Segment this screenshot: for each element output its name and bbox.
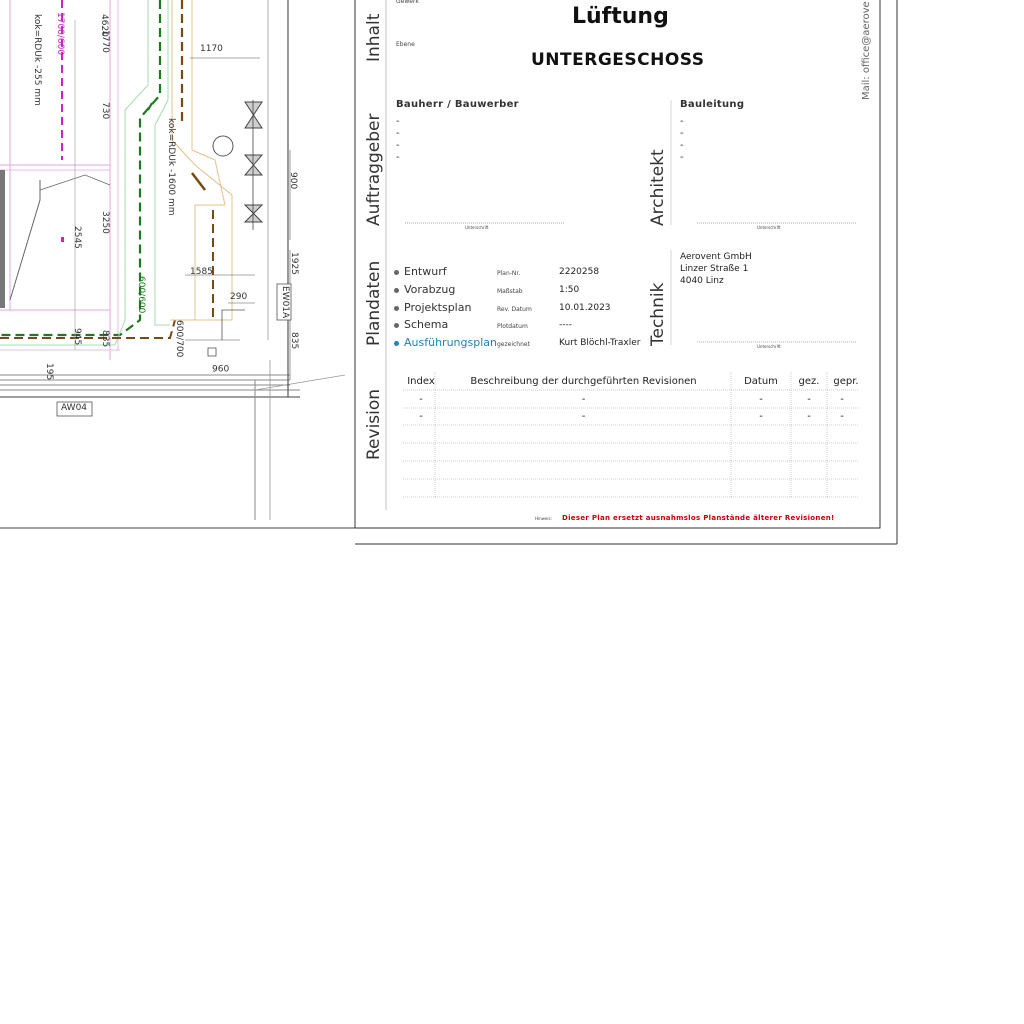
bauleitung-line-2: -: [680, 128, 684, 139]
plan-field-value-gezeichnet: Kurt Blöchl-Traxler: [559, 338, 641, 348]
floor-plan-drawing: [0, 0, 360, 545]
bauleitung-signature-label: Unterschrift: [757, 225, 781, 230]
revision-row-2-checked: -: [840, 411, 844, 422]
revision-row-1-drawn: -: [807, 394, 811, 405]
bullet-icon: [394, 341, 399, 346]
plan-status-label: Vorabzug: [404, 283, 456, 296]
dimension-900: 900: [288, 172, 298, 190]
dimension-730: 730: [100, 102, 110, 120]
plan-status-label: Entwurf: [404, 265, 447, 278]
dimension-195: 195: [44, 363, 54, 381]
section-label-technik: Technik: [648, 282, 668, 346]
plan-status-label: Schema: [404, 318, 449, 331]
section-label-auftraggeber: Auftraggeber: [364, 113, 384, 226]
revision-header-description: Beschreibung der durchgeführten Revisionen: [470, 376, 697, 387]
dimension-1700-600: 1700/600: [55, 12, 65, 56]
plan-field-label-gezeichnet: gezeichnet: [497, 341, 530, 348]
bauleitung-heading: Bauleitung: [680, 99, 745, 110]
wall-label-ew01a: EW01A: [280, 286, 290, 319]
bullet-icon: [394, 270, 399, 275]
revision-row-2-drawn: -: [807, 411, 811, 422]
plan-field-value-massstab: 1:50: [559, 285, 580, 295]
revision-header-date: Datum: [744, 376, 778, 387]
plan-field-value-rev-datum: 10.01.2023: [559, 303, 611, 313]
bauherr-line-4: -: [396, 152, 400, 163]
plan-status-projektsplan: [394, 301, 471, 314]
dimension-096: 096: [212, 362, 230, 372]
revision-row-1-date: -: [759, 394, 763, 405]
gewerk-label: Gewerk: [396, 0, 419, 5]
revision-header-index: Index: [407, 376, 435, 387]
dimension-600-700: 600/700: [174, 320, 184, 358]
section-label-revision: Revision: [364, 388, 384, 460]
bullet-icon: [394, 306, 399, 311]
plan-status-schema: [394, 318, 448, 331]
bauherr-line-1: -: [396, 116, 400, 127]
plan-status-label: Ausführungsplan: [404, 336, 497, 349]
ebene-value: UNTERGESCHOSS: [531, 50, 705, 70]
bauherr-heading: Bauherr / Bauwerber: [396, 99, 519, 110]
revision-row-1-index: -: [419, 394, 423, 405]
dimension-600-600: 600/600: [136, 276, 146, 314]
dimension-1585: 1585: [190, 267, 213, 277]
bullet-icon: [394, 288, 399, 293]
dimension-1770: 1770: [100, 30, 110, 53]
technik-street: Linzer Straße 1: [680, 264, 749, 274]
dimension-1925: 1925: [289, 252, 299, 275]
dimension-835-left: 835: [100, 330, 110, 348]
supersede-note: Dieser Plan ersetzt ausnahmslos Planstände älterer Revisionen!: [562, 514, 835, 522]
bauleitung-line-4: -: [680, 152, 684, 163]
plan-field-value-plan-nr: 2220258: [559, 267, 600, 277]
dimension-3250: 3250: [100, 211, 110, 234]
revision-header-drawn: gez.: [798, 376, 820, 387]
revision-row-1-description: -: [581, 394, 586, 405]
bauleitung-line-1: -: [680, 116, 684, 127]
plan-field-value-plotdatum: ----: [559, 320, 572, 330]
bullet-icon: [394, 323, 399, 328]
revision-row-1-checked: -: [840, 394, 844, 405]
revision-header-checked: gepr.: [833, 376, 859, 387]
duct-height-note-1: kok=RDUk -255 mm: [32, 14, 42, 106]
dimension-2545: 2545: [72, 226, 82, 249]
dimension-290: 290: [230, 292, 248, 302]
bauherr-line-3: -: [396, 140, 400, 151]
dimension-835-right: 835: [289, 332, 299, 350]
plan-field-label-plotdatum: Plotdatum: [497, 323, 528, 330]
dimension-1170: 1170: [200, 44, 223, 54]
duct-height-note-2: kok=RDUk -1600 mm: [166, 118, 176, 216]
plan-field-label-plan-nr: Plan-Nr.: [497, 270, 521, 277]
note-label: Hinweis:: [535, 516, 552, 521]
plan-status-entwurf: [394, 265, 447, 278]
revision-row-2-index: -: [419, 411, 423, 422]
bauherr-signature-label: Unterschrift: [465, 225, 489, 230]
section-label-architekt: Architekt: [648, 149, 668, 226]
plan-field-label-rev-datum: Rev. Datum: [497, 306, 532, 313]
contact-mail: Mail: office@aerove: [861, 1, 872, 100]
bauleitung-line-3: -: [680, 140, 684, 151]
section-label-inhalt: Inhalt: [364, 13, 384, 62]
section-label-plandaten: Plandaten: [364, 260, 384, 346]
technik-signature-label: Unterschrift: [757, 344, 781, 349]
technik-company: Aerovent GmbH: [680, 252, 752, 262]
technik-city: 4040 Linz: [680, 276, 724, 286]
revision-row-2-description: -: [581, 411, 586, 422]
plan-status-vorabzug: [394, 283, 455, 296]
bauherr-line-2: -: [396, 128, 400, 139]
dimension-945: 945: [72, 328, 82, 346]
wall-label-aw04: AW04: [61, 403, 88, 413]
ebene-label: Ebene: [396, 41, 415, 48]
dimension-4620: 4620: [99, 14, 109, 37]
plan-status-ausfuehrungsplan: [394, 336, 497, 349]
gewerk-value: Lüftung: [572, 4, 669, 29]
plan-status-label: Projektsplan: [404, 301, 472, 314]
revision-row-2-date: -: [759, 411, 763, 422]
plan-field-label-massstab: Maßstab: [497, 288, 523, 295]
